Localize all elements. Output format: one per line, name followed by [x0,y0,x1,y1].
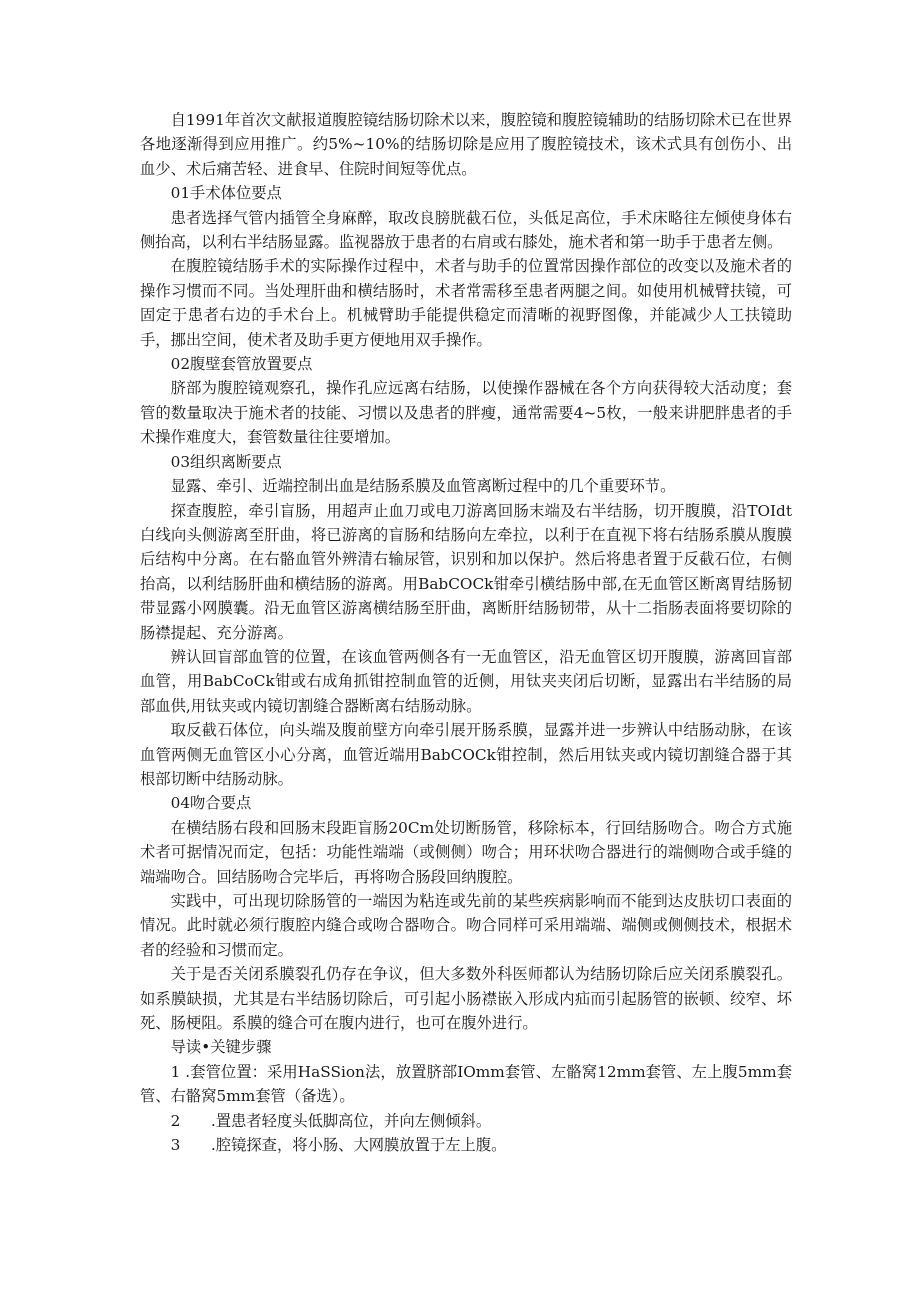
document-body [140,108,792,1157]
paragraph: 脐部为腹腔镜观察孔，操作孔应远离右结肠，以使操作器械在各个方向获得较大活动度；套管的数量取决于施术者的技能、习惯以及患者的胖瘦，通常需要4~5枚，一般来讲肥胖患者的手术操作难度大，套管数量往往要增加。 [140,379,792,447]
guide-step: 1 .套管位置：采用HaSSion法，放置脐部IOmm套管、左骼窝12mm套管、左上腹5mm套管、右骼窝5mm套管（备选）。 [140,1062,792,1106]
section-heading-position: 01手术体位要点 [170,184,282,203]
paragraph: 辨认回盲部血管的位置，在该血管两侧各有一无血管区，沿无血管区切开腹膜，游离回盲部血管，用BabCoCk钳或右成角抓钳控制血管的近侧，用钛夹夹闭后切断，显露出右半结肠的局部血供,用钛夹或内镜切割缝合器断离右结肠动脉。 [140,647,792,715]
paragraph: 取反截石体位，向头端及腹前壁方向牵引展开肠系膜，显露并进一步辨认中结肠动脉，在该血管两侧无血管区小心分离，血管近端用BabCOCk钳控制，然后用钛夹或内镜切割缝合器于其根部切断中结肠动脉。 [140,721,792,788]
guide-step: 3 .腔镜探查，将小肠、大网膜放置于左上腹。 [170,1136,507,1155]
paragraph: 探查腹腔，牵引盲肠，用超声止血刀或电刀游离回肠末端及右半结肠，切开腹膜，沿TOIdt白线向头侧游离至肝曲，将已游离的盲肠和结肠向左牵拉，以利于在直视下将右结肠系膜从腹膜后结构中分离。在右骼血管外辨清右输尿管，识别和加以保护。然后将患者置于反截石位，右侧抬高，以利结肠肝曲和横结肠的游离。用BabCOCk钳牵引横结肠中部,在无血管区断离胃结肠韧带显露小网膜囊。沿无血管区游离横结肠至肝曲，离断肝结肠韧带，从十二指肠表面将要切除的肠襟提起、充分游离。 [140,501,792,642]
paragraph: 患者选择气管内插管全身麻醉，取改良膀胱截石位，头低足高位，手术床略往左倾使身体右侧抬高，以利右半结肠显露。监视器放于患者的右肩或右膝处，施术者和第一助手于患者左侧。 [140,208,792,252]
paragraph: 在腹腔镜结肠手术的实际操作过程中，术者与助手的位置常因操作部位的改变以及施术者的操作习惯而不同。当处理肝曲和横结肠时，术者常需移至患者两腿之间。如使用机械臂扶镜，可固定于患者右边的手术台上。机械臂助手能提供稳定而清晰的视野图像，并能减少人工扶镜助手，挪出空间，使术者及助手更方便地用双手操作。 [140,257,792,349]
section-heading-anastomosis: 04吻合要点 [170,794,252,813]
paragraph: 实践中，可出现切除肠管的一端因为粘连或先前的某些疾病影响而不能到达皮肤切口表面的情况。此时就必须行腹腔内缝合或吻合器吻合。吻合同样可采用端端、端侧或侧侧技术，根据术者的经验和习惯而定。 [140,892,792,959]
paragraph: 在横结肠右段和回肠末段距盲肠20Cm处切断肠管，移除标本，行回结肠吻合。吻合方式施术者可据情况而定，包括：功能性端端（或侧侧）吻合；用环状吻合器进行的端侧吻合或手缝的端端吻合。回结肠吻合完毕后，再将吻合肠段回纳腹腔。 [140,818,792,886]
section-heading-dissection: 03组织离断要点 [170,452,282,471]
paragraph: 关于是否关闭系膜裂孔仍存在争议，但大多数外科医师都认为结肠切除后应关闭系膜裂孔。如系膜缺损，尤其是右半结肠切除后，可引起小肠襟嵌入形成内疝而引起肠管的嵌顿、绞窄、坏死、肠梗阻。系膜的缝合可在腹内进行，也可在腹外进行。 [140,965,792,1033]
intro-paragraph: 自1991年首次文献报道腹腔镜结肠切除术以来，腹腔镜和腹腔镜辅助的结肠切除术已在世界各地逐渐得到应用推广。约5%~10%的结肠切除是应用了腹腔镜技术，该术式具有创伤小、出血少、术后痛苦轻、进食早、住院时间短等优点。 [140,111,792,178]
section-heading-trocar: 02腹壁套管放置要点 [170,355,313,374]
guide-step: 2 .置患者轻度头低脚高位，并向左侧倾斜。 [170,1111,492,1130]
guide-heading: 导读•关键步骤 [170,1038,272,1057]
paragraph: 显露、牵引、近端控制出血是结肠系膜及血管离断过程中的几个重要环节。 [170,477,676,496]
